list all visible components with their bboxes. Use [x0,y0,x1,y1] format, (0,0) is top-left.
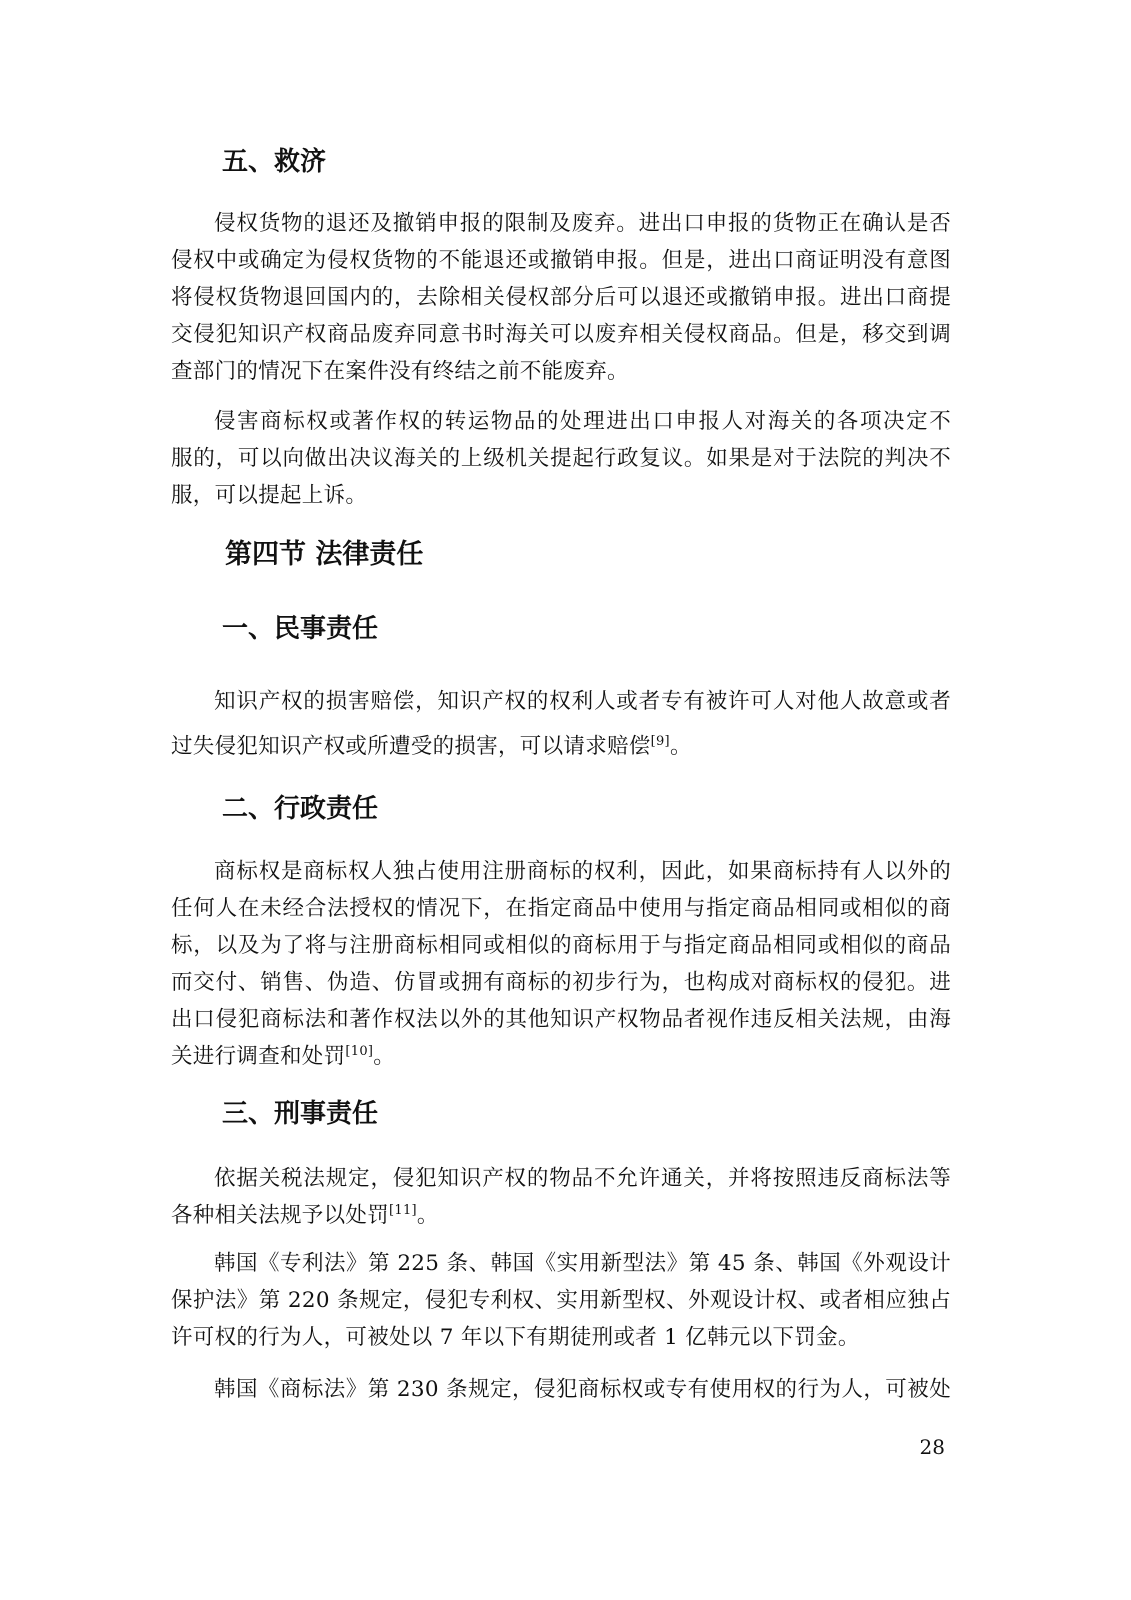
text-segment: 过失侵犯知识产权或所遭受的损害，可以请求赔偿 [171,734,651,759]
text-line: 交侵犯知识产权商品废弃同意书时海关可以废弃相关侵权商品。但是，移交到调 [171,322,951,347]
page-number: 28 [919,1435,945,1459]
paragraph-criminal-3 [171,1371,951,1408]
text-segment: 各种相关法规予以处罚 [171,1203,390,1228]
text-line [171,724,951,769]
section-heading-admin: 二、行政责任 [222,794,379,824]
text-line: 任何人在未经合法授权的情况下，在指定商品中使用与指定商品相同或相似的商 [171,896,951,921]
text-line: 侵权货物的退还及撤销申报的限制及废弃。进出口申报的货物正在确认是否 [214,211,951,236]
text-line: 知识产权的损害赔偿，知识产权的权利人或者专有被许可人对他人故意或者 [214,689,951,714]
text-segment: 。 [373,1044,396,1069]
text-line [171,1038,951,1075]
chapter-heading: 第四节 法律责任 [225,539,424,570]
paragraph-relief-1 [171,205,951,390]
text-line: 商标权是商标权人独占使用注册商标的权利，因此，如果商标持有人以外的 [214,859,951,884]
paragraph-criminal-2 [171,1245,951,1356]
text-line: 出口侵犯商标法和著作权法以外的其他知识产权物品者视作违反相关法规，由海 [171,1007,951,1032]
section-heading-civil: 一、民事责任 [222,614,379,644]
text-segment: 。 [416,1203,439,1228]
text-line: 依据关税法规定，侵犯知识产权的物品不允许通关，并将按照违反商标法等 [214,1166,951,1191]
paragraph-relief-2 [171,403,951,514]
text-line: 韩国《专利法》第 225 条、韩国《实用新型法》第 45 条、韩国《外观设计 [214,1251,951,1276]
text-line: 标，以及为了将与注册商标相同或相似的商标用于与指定商品相同或相似的商品 [171,933,951,958]
text-line: 侵害商标权或著作权的转运物品的处理进出口申报人对海关的各项决定不 [214,409,951,434]
text-line: 韩国《商标法》第 230 条规定，侵犯商标权或专有使用权的行为人，可被处 [214,1377,951,1402]
citation-ref: [10] [345,1043,374,1059]
section-heading-relief: 五、救济 [222,147,327,177]
text-line: 服的，可以向做出决议海关的上级机关提起行政复议。如果是对于法院的判决不 [171,446,951,471]
paragraph-admin-1 [171,853,951,1075]
section-heading-criminal: 三、刑事责任 [222,1099,379,1129]
text-line: 侵权中或确定为侵权货物的不能退还或撤销申报。但是，进出口商证明没有意图 [171,248,951,273]
text-line: 将侵权货物退回国内的，去除相关侵权部分后可以退还或撤销申报。进出口商提 [171,285,951,310]
text-segment: 。 [669,734,692,759]
text-line: 而交付、销售、伪造、仿冒或拥有商标的初步行为，也构成对商标权的侵犯。进 [171,970,951,995]
citation-ref: [9] [650,733,670,749]
text-line: 许可权的行为人，可被处以 7 年以下有期徒刑或者 1 亿韩元以下罚金。 [171,1325,860,1350]
text-line: 保护法》第 220 条规定，侵犯专利权、实用新型权、外观设计权、或者相应独占 [171,1288,951,1313]
text-segment: 关进行调查和处罚 [171,1044,346,1069]
text-line: 查部门的情况下在案件没有终结之前不能废弃。 [171,359,629,384]
text-line [171,1197,951,1234]
paragraph-civil-1 [171,679,951,769]
citation-ref: [11] [389,1202,417,1218]
text-line: 服，可以提起上诉。 [171,483,368,508]
paragraph-criminal-1 [171,1160,951,1234]
